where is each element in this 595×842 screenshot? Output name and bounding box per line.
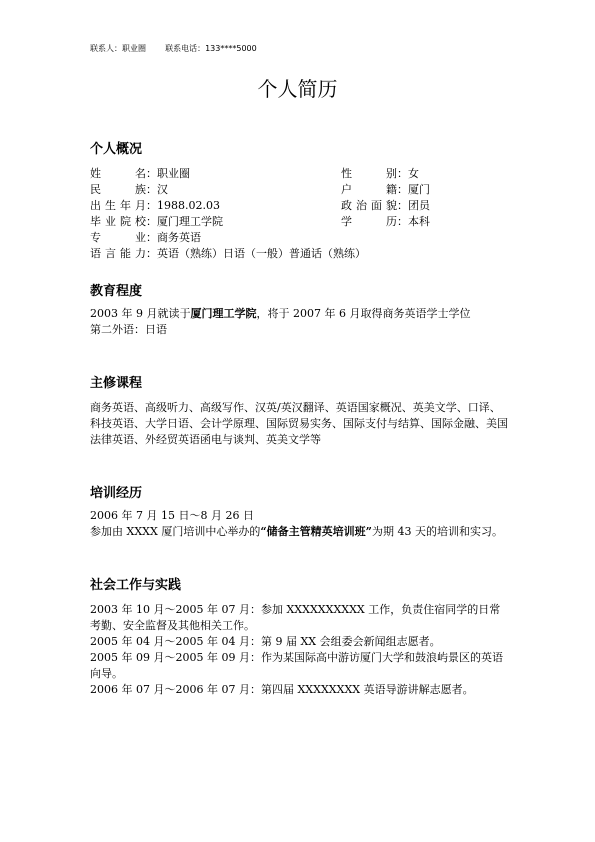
social-item: 2003 年 10 月～2005 年 07 月：参加 XXXXXXXXXX 工作，负责住宿同学的日常考勤、安全监督及其他相关工作。	[90, 603, 501, 632]
overview-value: 厦门	[408, 183, 430, 196]
courses-text: 商务英语、高级听力、高级写作、汉英/英汉翻译、英语国家概况、英美文学、口译、科技英语、大学日语、会计学原理、国际贸易实务、国际支付与结算、国际金融、美国法律英语、外经贸英语函电与谈判、英美文学等	[90, 401, 508, 446]
overview-right-1: 户籍：厦门	[341, 183, 430, 196]
social-heading: 社会工作与实践	[90, 578, 182, 593]
overview-left-3: 毕业院校：厦门理工学院	[90, 215, 223, 228]
education-line1-suffix: ，将于 2007 年 6 月取得商务英语学士学位	[256, 307, 471, 320]
contact-phone-label: 联系电话：	[165, 44, 206, 53]
overview-left-0: 姓名：职业圈	[90, 167, 190, 180]
overview-label: 民族	[90, 183, 146, 196]
page-title: 个人简历	[257, 77, 338, 101]
overview-label: 政治面貌	[341, 199, 397, 212]
social-item: 2005 年 09 月～2005 年 09 月：作为某国际高中游访厦门大学和鼓浪屿景区的英语向导。	[90, 651, 503, 680]
social-item: 2005 年 04 月～2005 年 04 月：第 9 届 XX 会组委会新闻组志愿者。	[90, 635, 441, 648]
contact-person-value: 职业圈	[122, 44, 146, 53]
courses-heading: 主修课程	[90, 376, 143, 391]
overview-right-2: 政治面貌：团员	[341, 199, 430, 212]
training-text-prefix: 参加由 XXXX 厦门培训中心举办的	[90, 525, 261, 538]
overview-left-1: 民族：汉	[90, 183, 168, 196]
overview-value: 厦门理工学院	[157, 215, 223, 228]
overview-label: 户籍	[341, 183, 397, 196]
training-text-suffix: 为期 43 天的培训和实习。	[371, 525, 503, 538]
training-heading: 培训经历	[90, 486, 143, 501]
overview-language-value: 英语（熟练）日语（一般）普通话（熟练）	[157, 247, 366, 260]
contact-phone-value: 133****5000	[205, 44, 257, 53]
education-line-1	[90, 306, 470, 322]
overview-right-3: 学历：本科	[341, 215, 430, 228]
overview-label: 专业	[90, 231, 146, 244]
overview-value: 团员	[408, 199, 430, 212]
overview-language: 语言能力：英语（熟练）日语（一般）普通话（熟练）	[90, 247, 366, 260]
overview-label: 出生年月	[90, 199, 146, 212]
contact-line	[90, 44, 257, 54]
overview-value: 本科	[408, 215, 430, 228]
training-text	[90, 524, 510, 540]
education-line-2: 第二外语：日语	[90, 323, 167, 336]
overview-label: 性别	[341, 167, 397, 180]
contact-person-label: 联系人：	[90, 44, 122, 53]
overview-label: 毕业院校	[90, 215, 146, 228]
overview-right-0: 性别：女	[341, 167, 419, 180]
overview-value: 商务英语	[157, 231, 201, 244]
education-line1-prefix: 2003 年 9 月就读于	[90, 307, 191, 320]
overview-label: 姓名	[90, 167, 146, 180]
training-date: 2006 年 7 月 15 日～8 月 26 日	[90, 509, 254, 522]
education-heading: 教育程度	[90, 284, 143, 299]
overview-left-4: 专业：商务英语	[90, 231, 201, 244]
overview-left-2: 出生年月：1988.02.03	[90, 199, 220, 212]
overview-language-label: 语言能力	[90, 247, 146, 260]
overview-label: 学历	[341, 215, 397, 228]
overview-heading: 个人概况	[90, 142, 143, 157]
education-school: 厦门理工学院	[190, 307, 257, 320]
overview-value: 女	[408, 167, 419, 180]
social-item: 2006 年 07 月～2006 年 07 月：第四届 XXXXXXXX 英语导游讲解志愿者。	[90, 683, 474, 696]
training-program: “储备主管精英培训班”	[260, 525, 372, 538]
overview-value: 1988.02.03	[157, 199, 220, 212]
overview-value: 汉	[157, 183, 168, 196]
overview-value: 职业圈	[157, 167, 190, 180]
